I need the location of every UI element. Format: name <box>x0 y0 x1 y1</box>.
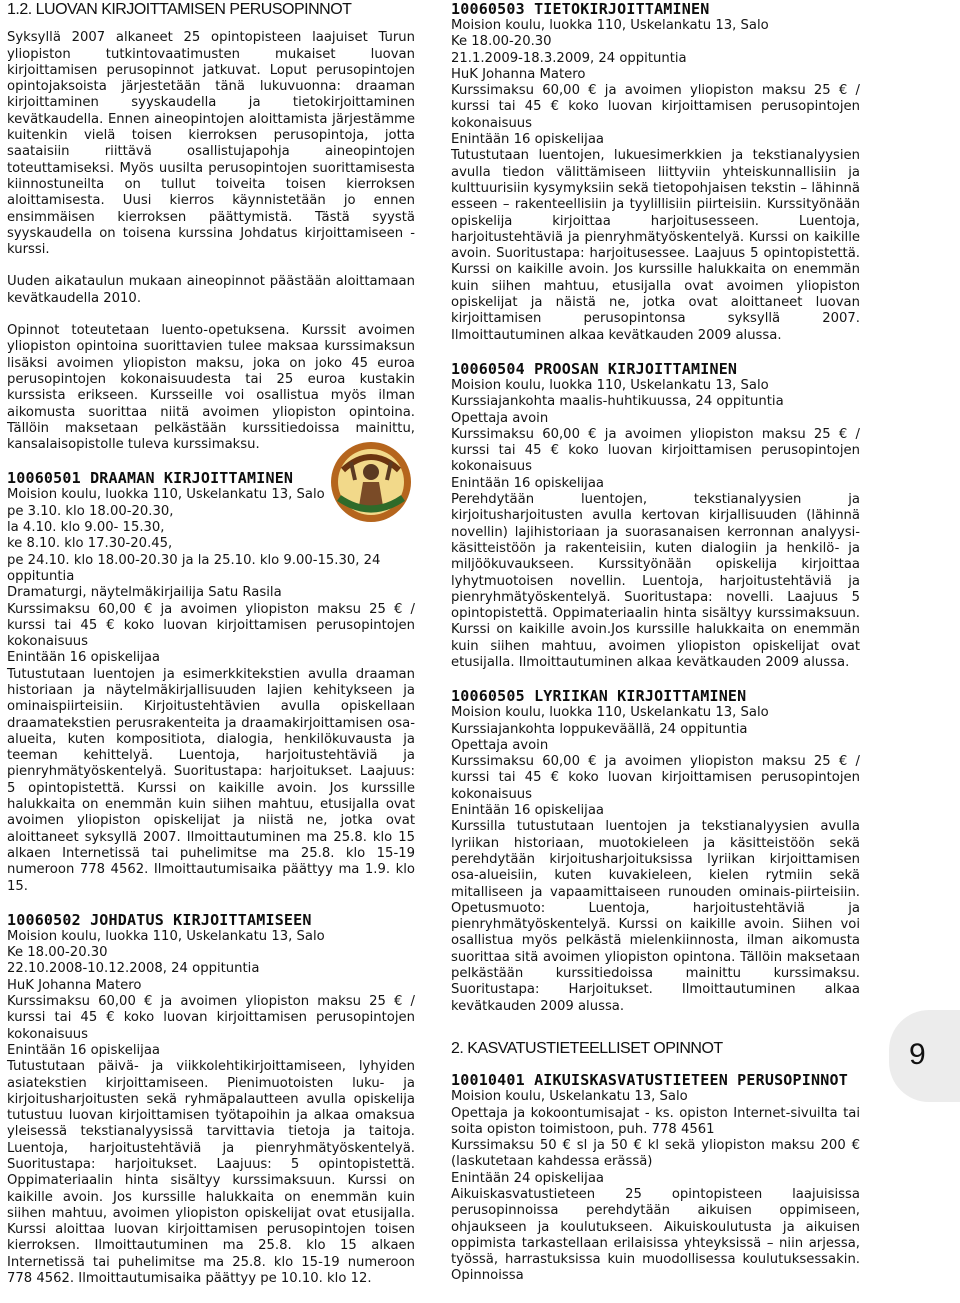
course-date: ke 8.10. klo 17.30-20.45, <box>7 536 173 552</box>
intro-paragraph: Opinnot toteutetaan luento-opetuksena. Kurssit avoimen yliopiston opintoina suorittavien tulee maksaa kurssimaksun lisäksi avoimen yliopiston maksu, joka on joko 45 euroa perusopintojen kokonaisuudesta tai 25 euroa kustakin kurssista erikseen. Kursseille voi osallistua myös ilman aikomusta suorittaa niitä avoimen yliopiston opintoina. Tällöin maksetaan pelkästään kurssitiedoissa mainittu, kansalaisopistolle tuleva kurssimaksu. <box>7 323 415 453</box>
course-description: Tutustutaan luentojen, lukuesimerkkien ja tekstianalyysien avulla tiedon välittämiseen liittyviin yhteiskunnallisiin ja kulttuurisiin kysymyksiin sekä tietopohjaisen tekstin – lähinnä esseen – rakenteellisiin ja tyylillisiin piirteisiin. Kurssityönään opiskelija kirjoittaa harjoitusesseen. Luentoja, harjoitustehtäviä ja pienryhmätyöskentelyä. Kurssi on kaikille avoin. Suoritustapa: harjoitusessee. Laajuus 5 opintopistettä. Kurssi on kaikille avoin. Jos kurssille halukkaita on enemmän kuin siihen mahtuu, etusijalla ovat avoimen yliopiston opiskelijat ja näistä ne, jotka ovat aloittaneet luovan kirjoittamisen perusopintonsa syksyllä 2007. Ilmoittautuminen alkaa kevätkauden 2009 alussa. <box>451 148 860 343</box>
course-capacity: Enintään 24 opiskelijaa <box>451 1170 604 1186</box>
course-date: pe 3.10. klo 18.00-20.30, <box>7 503 174 519</box>
course-fee: Kurssimaksu 60,00 € ja avoimen yliopiston maksu 25 € / kurssi tai 45 € koko luovan kirjoittamisen perusopintojen kokonaisuus <box>451 754 860 802</box>
course-johdatus <box>7 911 415 1288</box>
course-location: Moision koulu, luokka 110, Uskelankatu 13, Salo <box>451 705 769 721</box>
course-location: Moision koulu, luokka 110, Uskelankatu 13, Salo <box>451 377 769 393</box>
course-date: 22.10.2008-10.12.2008, 24 oppituntia <box>7 961 260 977</box>
course-fee: Kurssimaksu 60,00 € ja avoimen yliopiston maksu 25 € / kurssi tai 45 € koko luovan kirjoittamisen perusopintojen kokonaisuus <box>7 601 415 650</box>
course-teacher: Dramaturgi, näytelmäkirjailija Satu Rasila <box>7 585 282 601</box>
course-tietokirjoittaminen <box>451 0 860 344</box>
course-title: 10060505 LYRIIKAN KIRJOITTAMINEN <box>451 687 747 706</box>
course-description: Tutustutaan luentojen ja esimerkkitekstien avulla draaman historiaan ja näytelmäkirjallisuuden lajien kehitykseen ja ominaispiirteisiin. Kirjoitustehtävien avulla opiskellaan draamatekstien perusrakenteita ja draamakirjoittamisen osa-alueita, kuten kompositiota, dialogia, henkilökuvausta ja teeman kehittelyä. Luentoja, harjoitustehtäviä ja pienryhmätyöskentelyä. Suoritustapa: harjoitukset. Laajuus: 5 opintopistettä. Kurssi on kaikille avoin. Jos kurssille halukkaita on enemmän kuin siihen mahtuu, etusijalla ovat avoimen yliopiston opiskelijat ja niistä ne, jotka ovat aloittaneet syksyllä 2007. Ilmoittautuminen ma 25.8. klo 15 alkaen Internetissä tai puhelimitse ma 25.8. klo 15-19 numeroon 778 4562. Ilmoittautumisaika päättyy ma 1.9. klo 15. <box>7 666 415 894</box>
course-fee: Kurssimaksu 60,00 € ja avoimen yliopiston maksu 25 € / kurssi tai 45 € koko luovan kirjoittamisen perusopintojen kokonaisuus <box>451 83 860 131</box>
course-draama <box>7 469 415 894</box>
course-date: Kurssiajankohta loppukeväällä, 24 oppituntia <box>451 721 748 737</box>
intro-paragraph: Syksyllä 2007 alkaneet 25 opintopisteen laajuiset Turun yliopiston tutkintovaatimusten mukaiset luovan kirjoittamisen perusopinnot jatkuvat. Loput perusopintojen opintojaksoista järjestetään tänä lukuvuonna: draaman kirjoittaminen syyskaudella ja tietokirjoittaminen kevätkaudella. Ennen aineopintojen aloittamista järjestämme kuitenkin vielä toisen kierroksen perusopintoja, jotta saataisiin riittävä osallistujapohja aineopintojen toteuttamiseksi. Myös uusilta perusopintojen suorittamisesta kiinnostuneilta on tullut toiveita toisen kierroksen aloittamisesta. Uusi kierros käynnistetään jo ennen ensimmäisen kierroksen päättymistä. Tästä syystä syyskaudella on toisena kurssina Johdatus kirjoittamiseen -kurssi. <box>7 30 415 258</box>
course-logo-image <box>329 440 413 524</box>
course-location: Moision koulu, luokka 110, Uskelankatu 13, Salo <box>7 487 325 503</box>
course-title: 10010401 AIKUISKASVATUSTIETEEN PERUSOPINNOT <box>451 1071 848 1090</box>
right-column <box>451 0 860 1301</box>
course-time: Ke 18.00-20.30 <box>451 34 552 50</box>
course-date: pe 24.10. klo 18.00-20.30 ja la 25.10. klo 9.00-15.30, 24 oppituntia <box>7 552 381 584</box>
course-title: 10060504 PROOSAN KIRJOITTAMINEN <box>451 359 738 378</box>
section-title: 2. KASVATUSTIETEELLISET OPINNOT <box>451 1039 723 1057</box>
course-fee: Kurssimaksu 60,00 € ja avoimen yliopiston maksu 25 € / kurssi tai 45 € koko luovan kirjoittamisen perusopintojen kokonaisuus <box>7 994 415 1042</box>
page-number: 9 <box>909 1038 926 1071</box>
course-teacher: Opettaja ja kokoontumisajat - ks. opiston Internet-sivuilta tai soita opiston toimistoon, puh. 778 4561 <box>451 1105 860 1137</box>
course-teacher: HuK Johanna Matero <box>7 977 142 993</box>
course-lyriikka <box>451 687 860 1015</box>
course-date: la 4.10. klo 9.00- 15.30, <box>7 520 165 536</box>
course-date: 21.1.2009-18.3.2009, 24 oppituntia <box>451 50 687 66</box>
section-title: 1.2. LUOVAN KIRJOITTAMISEN PERUSOPINNOT <box>7 1 352 18</box>
course-proosa <box>451 360 860 671</box>
course-fee: Kurssimaksu 50 € sl ja 50 € kl sekä yliopiston maksu 200 € (laskutetaan kahdessa erässä) <box>451 1138 860 1170</box>
course-title: 10060503 TIETOKIRJOITTAMINEN <box>451 0 710 18</box>
course-location: Moision koulu, luokka 110, Uskelankatu 13, Salo <box>451 18 769 33</box>
course-aikuiskasvatus <box>451 1071 860 1285</box>
course-time: Ke 18.00-20.30 <box>7 945 108 961</box>
course-fee: Kurssimaksu 60,00 € ja avoimen yliopiston maksu 25 € / kurssi tai 45 € koko luovan kirjoittamisen perusopintojen kokonaisuus <box>451 426 860 475</box>
course-teacher: HuK Johanna Matero <box>451 66 586 82</box>
course-teacher: Opettaja avoin <box>451 410 549 426</box>
course-description: Kurssilla tutustutaan luentojen ja tekstianalyysien avulla lyriikan historiaan, muotokieleen ja käsitteistöön sekä perehdytään kirjoitusharjoituksissa lyriikan kirjoittamisen osa-alueisiin, kuten kuvakieleen, kielen rytmiin sekä mitalliseen ja vapaamittaiseen runouden ominais-piirteisiin. Opetusmuoto: Luentoja, harjoitustehtäviä ja pienryhmätyöskentelyä. Kurssi on kaikille avoin. Siihen voi osallistua myös pelkästä mielenkiinnosta, ilman aikomusta suorittaa sitä avoimen yliopiston opintona. Tällöin maksetaan pelkästään kurssitiedoissa mainittu kurssimaksu. Suoritustapa: Harjoitukset. Ilmoittautuminen alkaa kevätkauden 2009 alussa. <box>451 819 860 1014</box>
course-description: Tutustutaan päivä- ja viikkolehtikirjoittamiseen, lyhyiden asiatekstien kirjoittamiseen. Pienimuotoisten luku- ja kirjoitusharjoitusten sekä ryhmäpalautteen avulla opiskelija tutustuu luovan kirjoittamisen työtapoihin ja alkaa omaksua yleisessä tekstianalyysissä tarvittavia tietoja ja taitoja. Luentoja, harjoitustehtäviä ja pienryhmätyöskentelyä. Suoritustapa: harjoitukset. Laajuus: 5 opintopistettä. Oppimateriaalin hinta sisältyy kurssimaksuun. Kurssi on kaikille avoin. Jos kurssille halukkaita on enemmän kuin siihen mahtuu, avoimen yliopiston opiskelijat ovat etusijalla. Kurssi aloittaa luovan kirjoittamisen perusopintojen toisen kierroksen. Ilmoittautuminen ma 25.8. klo 15 alkaen Internetissä tai puhelimitse ma 25.8. klo 15-19 numeroon 778 4562. Ilmoittautumisaika päättyy pe 10.10. klo 12. <box>7 1059 415 1287</box>
course-title: 10060501 DRAAMAN KIRJOITTAMINEN <box>7 469 294 488</box>
course-location: Moision koulu, luokka 110, Uskelankatu 13, Salo <box>7 928 325 944</box>
course-date: Kurssiajankohta maalis-huhtikuussa, 24 oppituntia <box>451 394 784 410</box>
course-description: Aikuiskasvatustieteen 25 opintopisteen laajuisissa perusopinnoissa perehdytään aikuisen oppimiseen, ohjaukseen ja koulutukseen. Aikuiskoulutusta ja aikuisen oppimista tarkastellaan erilaisissa yhteyksissä – niin arjessa, työssä, harrastuksissa kuin muodollisessa koulutuksessakin. Opinnoissa <box>451 1187 860 1284</box>
course-capacity: Enintään 16 opiskelijaa <box>451 475 604 491</box>
intro-paragraph: Uuden aikataulun mukaan aineopinnot päästään aloittamaan kevätkaudella 2010. <box>7 274 415 306</box>
course-location: Moision koulu, Uskelankatu 13, Salo <box>451 1089 688 1105</box>
course-teacher: Opettaja avoin <box>451 737 549 753</box>
course-title: 10060502 JOHDATUS KIRJOITTAMISEEN <box>7 910 312 929</box>
course-capacity: Enintään 16 opiskelijaa <box>7 1042 160 1058</box>
left-column <box>7 0 415 1303</box>
course-capacity: Enintään 16 opiskelijaa <box>451 132 604 148</box>
course-capacity: Enintään 16 opiskelijaa <box>451 803 604 819</box>
course-description: Perehdytään luentojen, tekstianalyysien ja kirjoitusharjoitusten avulla kertovan kirjallisuuden (lähinnä novellin) lajihistoriaan ja suorasanaisen kerronnan analyysi-käsitteistöön ja rakenteisiin, kuten dialogiin ja henkilö- ja miljöökuvaukseen. Kurssityönään opiskelija kirjoittaa lyhytmuotoisen novellin. Luentoja, harjoitustehtäviä ja pienryhmätyöskentelyä. Suoritustapa: novelli. Laajuus 5 opintopistettä. Oppimateriaalin hinta sisältyy kurssimaksuun. Kurssi on kaikille avoin.Jos kurssille halukkaita on enemmän kuin siihen mahtuu, avoimen yliopiston opiskelijat ovat etusijalla. Ilmoittautuminen alkaa kevätkauden 2009 alussa. <box>451 492 860 670</box>
page-number-tab <box>889 1010 960 1102</box>
course-capacity: Enintään 16 opiskelijaa <box>7 650 160 666</box>
